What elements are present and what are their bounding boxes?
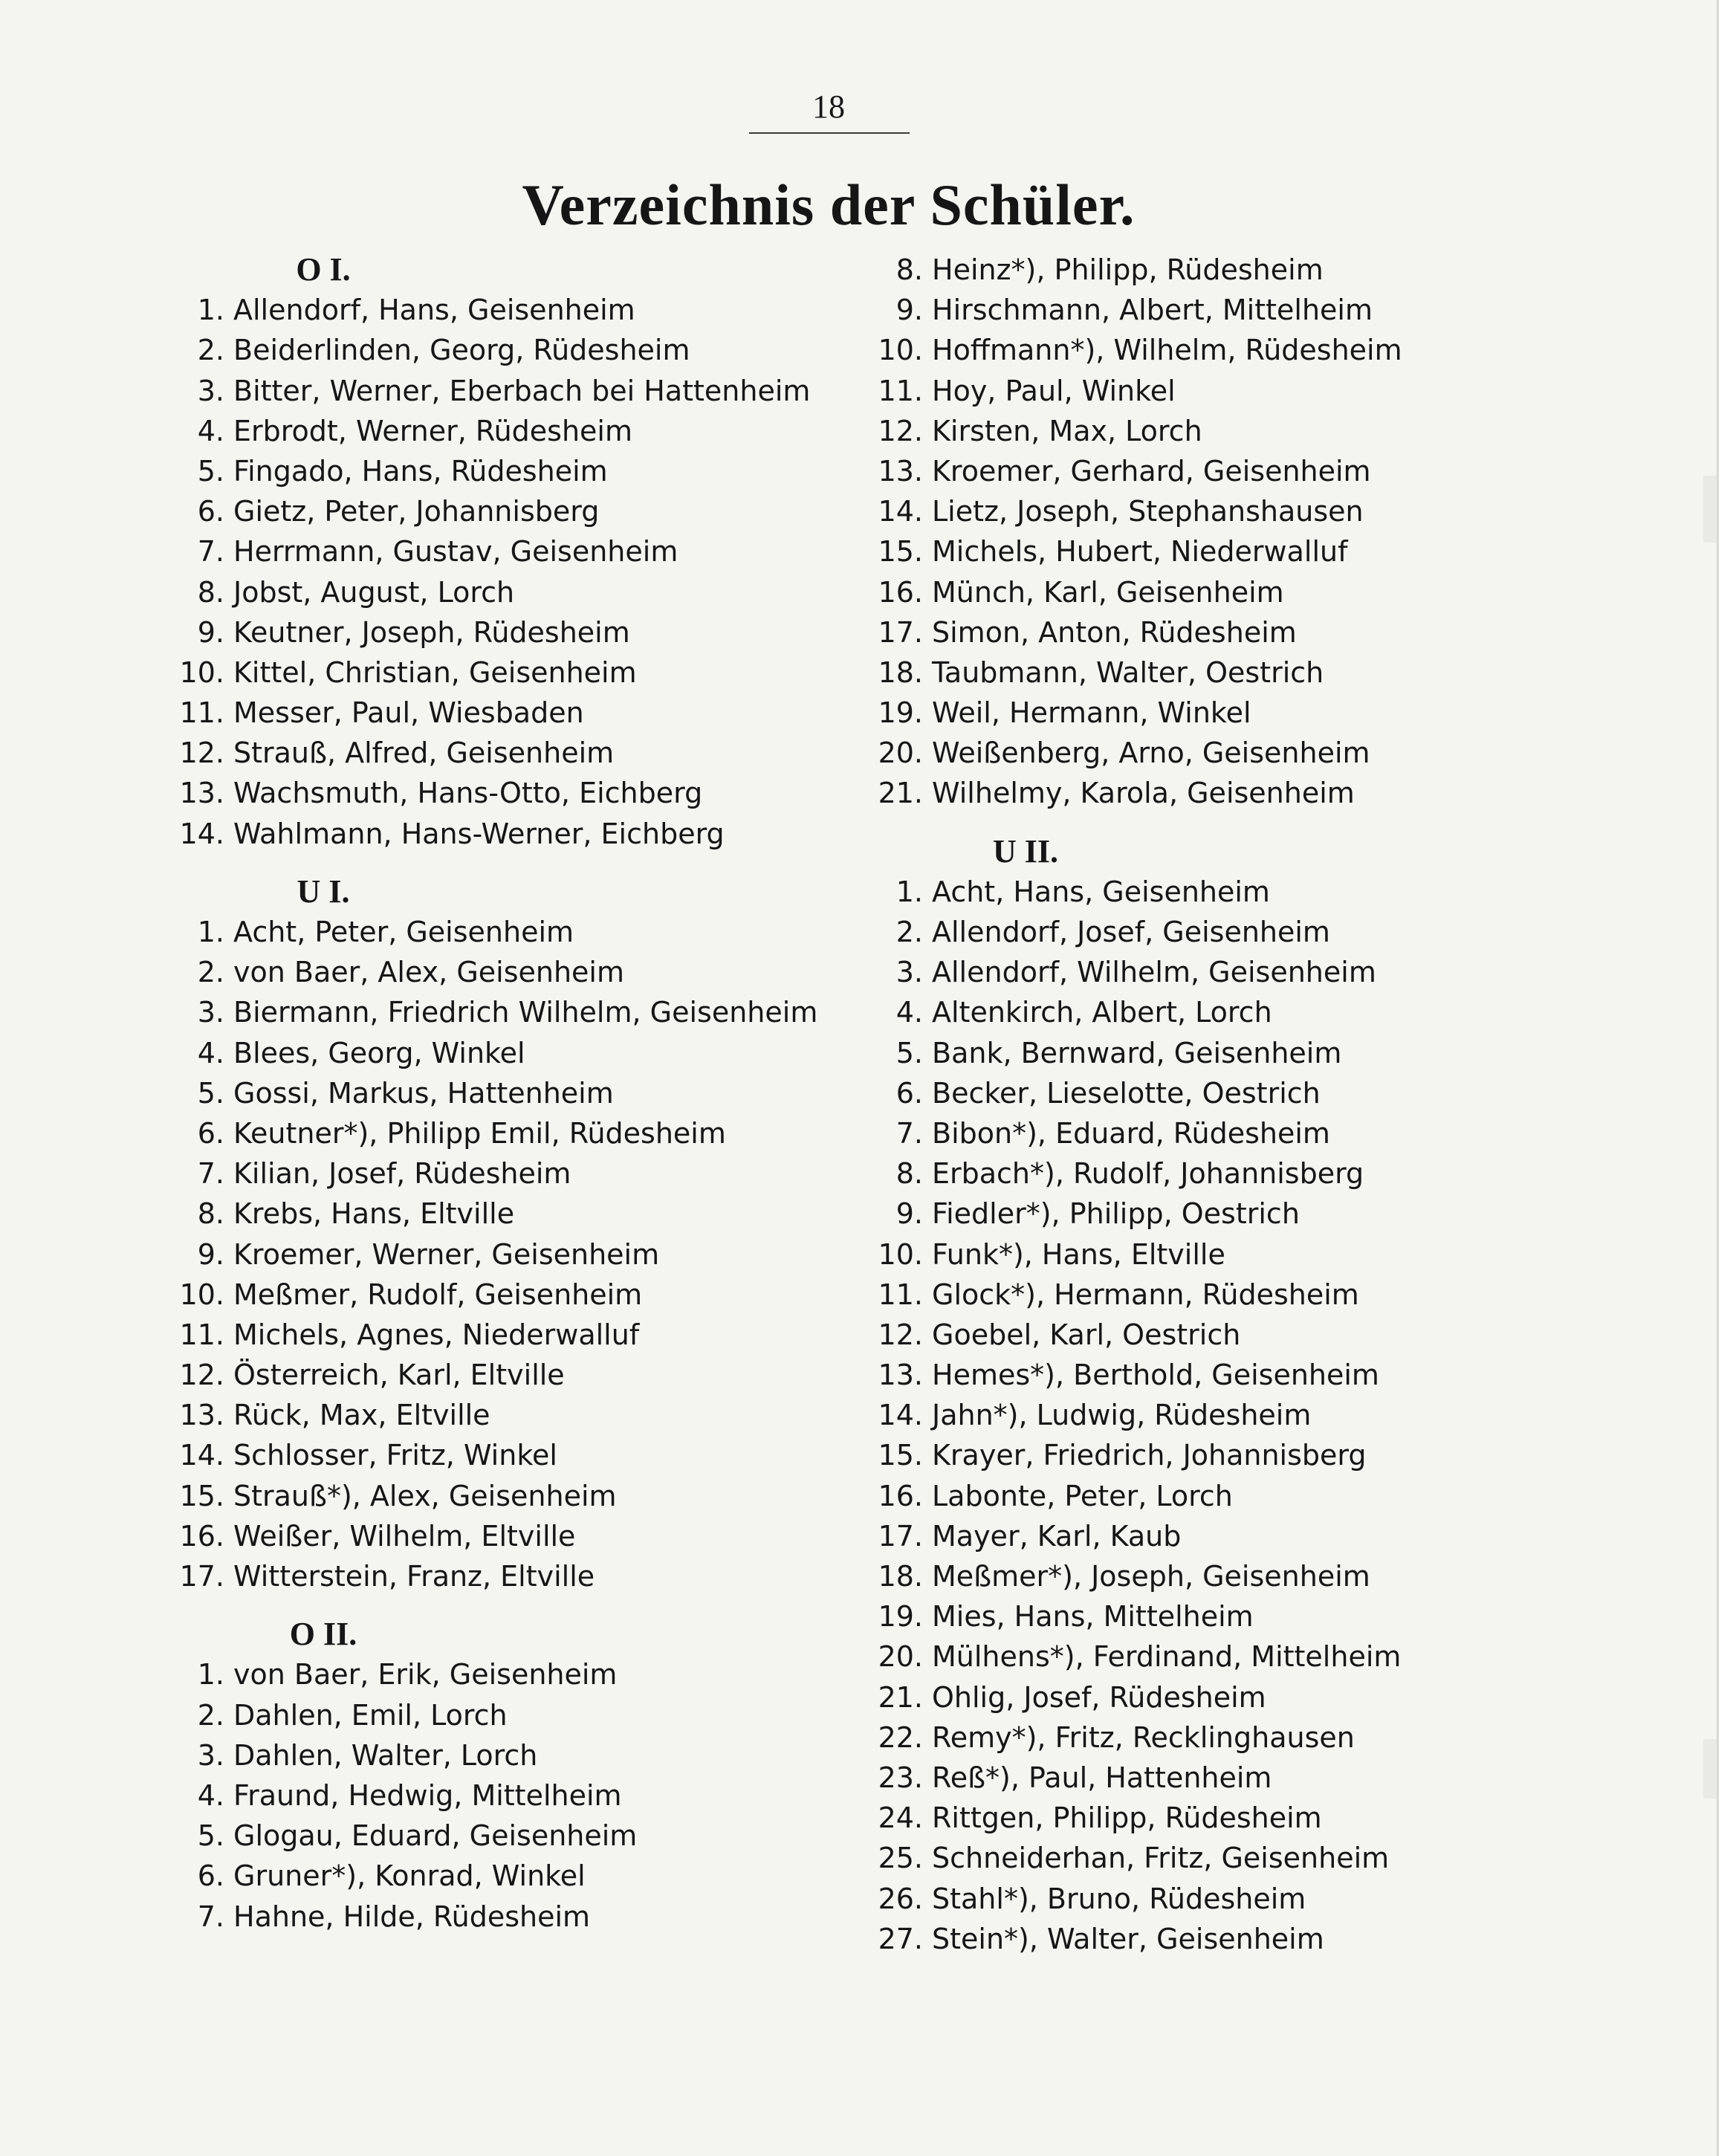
entry-number: 8. [895,253,923,286]
list-item [855,250,1598,290]
entry-number: 19. [878,696,923,730]
student-entry: Jahn*), Ludwig, Rüdesheim [932,1399,1312,1432]
student-entry: Strauß*), Alex, Geisenheim [233,1479,617,1512]
list-item [156,952,840,992]
entry-number: 26. [878,1882,923,1915]
list-item [855,1355,1598,1395]
entry-number: 7. [895,1116,923,1150]
list-item [855,773,1598,813]
list-item [855,653,1598,693]
student-entry: Stahl*), Bruno, Rüdesheim [932,1882,1306,1915]
entry-number: 20. [878,737,923,770]
right-column [855,250,1598,1959]
student-entry: Labonte, Peter, Lorch [932,1479,1233,1512]
list-item [855,1194,1598,1234]
list-item [156,1735,840,1775]
student-entry: Altenkirch, Albert, Lorch [932,996,1272,1029]
student-entry: Ohlig, Josef, Rüdesheim [932,1680,1266,1714]
student-entry: Gossi, Markus, Hattenheim [233,1076,614,1110]
entry-number: 15. [878,1439,923,1472]
list-item [855,531,1598,572]
student-entry: Taubmann, Walter, Oestrich [932,655,1324,689]
student-entry: Mies, Hans, Mittelheim [932,1600,1254,1634]
list-item [855,1879,1598,1919]
list-item [156,1033,840,1073]
entry-number: 9. [895,1197,923,1231]
list-item [855,572,1598,612]
student-entry: Dahlen, Emil, Lorch [233,1698,508,1732]
list-item [855,1073,1598,1113]
student-entry: Simon, Anton, Rüdesheim [932,615,1297,649]
list-item [855,1113,1598,1153]
list-item [156,491,840,531]
entry-number: 14. [878,1399,923,1432]
list-item [156,653,840,693]
entry-number: 15. [179,1479,224,1512]
list-item [156,330,840,370]
list-item [156,1695,840,1735]
list-item [156,411,840,451]
entry-number: 19. [878,1600,923,1634]
list-item [855,1838,1598,1878]
entry-number: 17. [878,615,923,649]
list-item [855,992,1598,1032]
list-item [156,1275,840,1315]
entry-number: 1. [197,916,224,948]
student-entry: Meßmer*), Joseph, Geisenheim [932,1560,1370,1593]
entry-number: 18. [878,1560,923,1593]
section-heading: O II. [289,1616,357,1653]
list-item [855,1677,1598,1718]
entry-number: 1. [197,294,224,327]
list-item [156,992,840,1032]
student-entry: Bitter, Werner, Eberbach bei Hattenheim [233,374,811,407]
student-entry: Beiderlinden, Georg, Rüdesheim [233,334,690,367]
list-item [156,531,840,572]
student-entry: Gruner*), Konrad, Winkel [233,1859,586,1893]
student-entry: Goebel, Karl, Oestrich [932,1318,1241,1351]
student-entry: Keutner, Joseph, Rüdesheim [233,615,630,649]
student-entry: Funk*), Hans, Eltville [932,1237,1225,1271]
list-item [156,1516,840,1556]
list-item [855,1275,1598,1315]
entry-number: 20. [878,1640,923,1674]
list-item [855,1758,1598,1798]
student-entry: Rittgen, Philipp, Rüdesheim [932,1801,1322,1835]
entry-number: 10. [878,1237,923,1271]
entry-number: 11. [878,374,923,407]
left-column [156,250,840,1937]
entry-number: 15. [878,535,923,569]
student-entry: Krebs, Hans, Eltville [233,1197,515,1231]
student-entry: Allendorf, Hans, Geisenheim [233,294,635,327]
entry-number: 6. [197,1859,224,1893]
student-entry: Kroemer, Gerhard, Geisenheim [932,454,1371,488]
student-entry: Kirsten, Max, Lorch [932,414,1202,447]
list-item [156,290,840,330]
entry-number: 4. [895,996,923,1029]
page-number-rule [749,132,910,134]
student-entry: Fingado, Hans, Rüdesheim [233,454,608,488]
student-entry: Wahlmann, Hans-Werner, Eichberg [233,817,725,850]
entry-number: 11. [179,1318,224,1351]
entry-number: 3. [197,374,224,407]
list-item [156,1856,840,1896]
entry-number: 9. [197,615,224,649]
list-item [156,371,840,411]
entry-number: 14. [878,495,923,528]
list-item [855,290,1598,330]
entry-number: 14. [179,817,224,850]
list-item [156,1435,840,1475]
entry-number: 10. [179,1278,224,1311]
entry-number: 9. [895,294,923,327]
list-item [855,1919,1598,1959]
student-entry: Jobst, August, Lorch [233,575,515,609]
list-item [855,1798,1598,1838]
student-entry: Wachsmuth, Hans-Otto, Eichberg [233,777,703,810]
student-entry: Schneiderhan, Fritz, Geisenheim [932,1842,1390,1875]
entry-number: 17. [179,1560,224,1593]
student-entry: Mülhens*), Ferdinand, Mittelheim [932,1640,1402,1674]
list-item [156,1153,840,1194]
student-entry: Weißenberg, Arno, Geisenheim [932,737,1370,770]
list-item [156,1113,840,1153]
student-entry: Weil, Hermann, Winkel [932,696,1251,730]
student-entry: Hoy, Paul, Winkel [932,374,1176,407]
list-item [156,1073,840,1113]
entry-number: 1. [895,875,923,908]
list-item [855,330,1598,370]
list-item [156,1897,840,1937]
entry-number: 2. [895,916,923,948]
entry-number: 7. [197,535,224,569]
student-entry: Lietz, Joseph, Stephanshausen [932,495,1364,528]
list-item [156,1654,840,1694]
list-item [156,1234,840,1275]
entry-number: 17. [878,1519,923,1553]
entry-number: 21. [878,1680,923,1714]
list-item [156,1775,840,1816]
student-entry: Michels, Hubert, Niederwalluf [932,535,1348,569]
list-item [156,733,840,773]
student-entry: Messer, Paul, Wiesbaden [233,696,584,730]
entry-number: 9. [197,1237,224,1271]
list-item [855,1637,1598,1677]
list-item [156,912,840,952]
student-entry: Witterstein, Franz, Eltville [233,1560,595,1593]
page-edge-mark [1703,1739,1717,1799]
list-item [156,1816,840,1856]
entry-number: 3. [895,956,923,989]
entry-number: 2. [197,956,224,989]
student-entry: Glock*), Hermann, Rüdesheim [932,1278,1359,1311]
student-entry: Fiedler*), Philipp, Oestrich [932,1197,1300,1231]
entry-number: 7. [197,1900,224,1933]
list-item [156,1355,840,1395]
o2-continued-list [855,250,1598,814]
student-entry: Hemes*), Berthold, Geisenheim [932,1359,1379,1392]
student-entry: Erbach*), Rudolf, Johannisberg [932,1157,1364,1191]
student-entry: Michels, Agnes, Niederwalluf [233,1318,640,1351]
page-title: Verzeichnis der Schüler. [522,172,1136,237]
entry-number: 4. [197,1778,224,1812]
student-entry: Hahne, Hilde, Rüdesheim [233,1900,591,1933]
student-entry: Meßmer, Rudolf, Geisenheim [233,1278,643,1311]
entry-number: 24. [878,1801,923,1835]
student-entry: Becker, Lieselotte, Oestrich [932,1076,1321,1110]
entry-number: 22. [878,1720,923,1754]
page-number: 18 [812,88,845,125]
student-entry: Schlosser, Fritz, Winkel [233,1439,557,1472]
student-entry: Dahlen, Walter, Lorch [233,1738,538,1772]
list-item [156,1476,840,1516]
entry-number: 8. [895,1157,923,1191]
student-entry: Weißer, Wilhelm, Eltville [233,1519,576,1553]
student-entry: Glogau, Eduard, Geisenheim [233,1819,638,1853]
entry-number: 13. [179,1399,224,1432]
student-entry: Reß*), Paul, Hattenheim [932,1761,1272,1794]
entry-number: 6. [197,1116,224,1150]
entry-number: 3. [197,1738,224,1772]
student-entry: Blees, Georg, Winkel [233,1036,525,1069]
student-entry: Kroemer, Werner, Geisenheim [233,1237,660,1271]
entry-number: 4. [197,414,224,447]
list-item [855,1153,1598,1194]
list-item [855,952,1598,992]
list-item [855,693,1598,733]
student-entry: Allendorf, Josef, Geisenheim [932,916,1330,948]
entry-number: 12. [179,737,224,770]
student-entry: Rück, Max, Eltville [233,1399,490,1432]
list-item [156,814,840,854]
student-entry: Kilian, Josef, Rüdesheim [233,1157,571,1191]
entry-number: 12. [878,414,923,447]
student-entry: Acht, Peter, Geisenheim [233,916,574,948]
list-item [156,1556,840,1596]
student-entry: Bank, Bernward, Geisenheim [932,1036,1342,1069]
student-entry: Gietz, Peter, Johannisberg [233,495,600,528]
entry-number: 6. [197,495,224,528]
entry-number: 27. [878,1922,923,1955]
list-item [855,371,1598,411]
section-heading: O I. [296,251,351,288]
list-item [156,1194,840,1234]
list-item [855,1516,1598,1556]
student-entry: Hirschmann, Albert, Mittelheim [932,294,1373,327]
list-item [855,1315,1598,1355]
entry-number: 3. [197,996,224,1029]
student-entry: Herrmann, Gustav, Geisenheim [233,535,678,569]
entry-number: 25. [878,1842,923,1875]
list-item [156,1315,840,1355]
student-entry: von Baer, Alex, Geisenheim [233,956,625,989]
entry-number: 1. [197,1658,224,1692]
entry-number: 7. [197,1157,224,1191]
list-item [156,612,840,653]
student-entry: Acht, Hans, Geisenheim [932,875,1270,908]
entry-number: 5. [895,1036,923,1069]
list-item [855,612,1598,653]
student-entry: Münch, Karl, Geisenheim [932,575,1284,609]
student-entry: Bibon*), Eduard, Rüdesheim [932,1116,1330,1150]
list-item [855,1718,1598,1758]
list-item [855,451,1598,491]
entry-number: 14. [179,1439,224,1472]
entry-number: 11. [179,696,224,730]
entry-number: 8. [197,575,224,609]
entry-number: 5. [197,454,224,488]
entry-number: 10. [878,334,923,367]
entry-number: 18. [878,655,923,689]
entry-number: 13. [179,777,224,810]
list-item [855,1596,1598,1637]
entry-number: 2. [197,334,224,367]
entry-number: 23. [878,1761,923,1794]
list-item [855,491,1598,531]
list-item [156,693,840,733]
list-item [855,1033,1598,1073]
student-entry: Wilhelmy, Karola, Geisenheim [932,777,1355,810]
entry-number: 5. [197,1076,224,1110]
student-entry: Heinz*), Philipp, Rüdesheim [932,253,1324,286]
entry-number: 13. [878,1359,923,1392]
student-entry: Remy*), Fritz, Recklinghausen [932,1720,1355,1754]
list-item [156,451,840,491]
student-entry: Mayer, Karl, Kaub [932,1519,1182,1553]
u2-student-list [855,872,1598,1959]
entry-number: 2. [197,1698,224,1732]
list-item [156,572,840,612]
list-item [855,1395,1598,1435]
student-entry: Kittel, Christian, Geisenheim [233,655,637,689]
entry-number: 13. [878,454,923,488]
student-entry: Fraund, Hedwig, Mittelheim [233,1778,622,1812]
entry-number: 16. [878,1479,923,1512]
list-item [855,1234,1598,1275]
list-item [855,1556,1598,1596]
entry-number: 16. [878,575,923,609]
student-entry: Strauß, Alfred, Geisenheim [233,737,615,770]
entry-number: 11. [878,1278,923,1311]
student-entry: Erbrodt, Werner, Rüdesheim [233,414,633,447]
entry-number: 12. [878,1318,923,1351]
student-entry: Biermann, Friedrich Wilhelm, Geisenheim [233,996,818,1029]
entry-number: 8. [197,1197,224,1231]
student-entry: von Baer, Erik, Geisenheim [233,1658,618,1692]
student-entry: Keutner*), Philipp Emil, Rüdesheim [233,1116,726,1150]
list-item [855,411,1598,451]
list-item [855,1435,1598,1475]
entry-number: 21. [878,777,923,810]
entry-number: 5. [197,1819,224,1853]
entry-number: 10. [179,655,224,689]
page-edge-mark [1703,476,1717,543]
entry-number: 12. [179,1359,224,1392]
entry-number: 16. [179,1519,224,1553]
list-item [855,872,1598,912]
list-item [855,912,1598,952]
list-item [156,773,840,813]
list-item [156,1395,840,1435]
student-entry: Allendorf, Wilhelm, Geisenheim [932,956,1376,989]
entry-number: 6. [895,1076,923,1110]
student-entry: Österreich, Karl, Eltville [233,1359,565,1392]
student-entry: Stein*), Walter, Geisenheim [932,1922,1324,1955]
student-entry: Hoffmann*), Wilhelm, Rüdesheim [932,334,1402,367]
section-heading-u2: U II. [992,832,1059,870]
list-item [855,733,1598,773]
section-heading: U I. [297,873,350,910]
entry-number: 4. [197,1036,224,1069]
list-item [855,1476,1598,1516]
student-entry: Krayer, Friedrich, Johannisberg [932,1439,1367,1472]
